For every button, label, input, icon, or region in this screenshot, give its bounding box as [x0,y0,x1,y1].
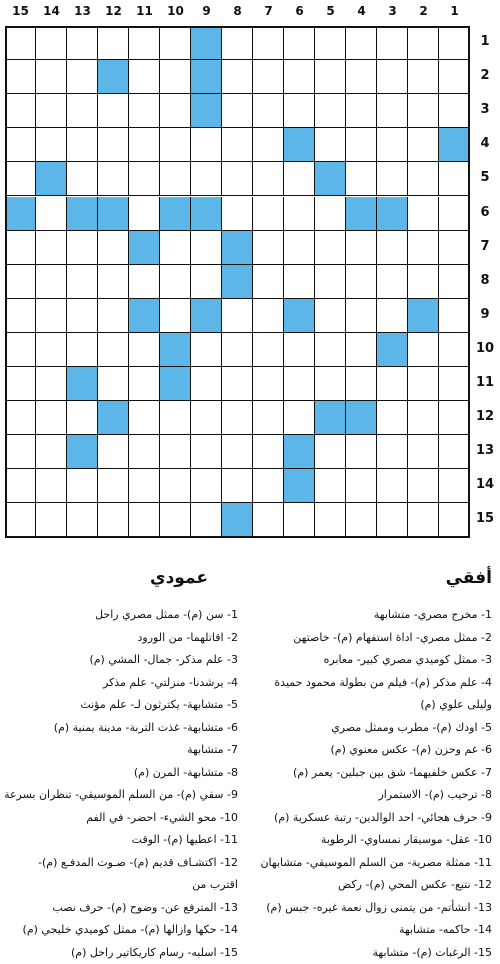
answer-cell[interactable] [191,435,222,469]
answer-cell[interactable] [315,231,346,265]
column-number: 14 [36,4,67,18]
vertical-title: عمودي [150,568,208,588]
answer-cell[interactable] [5,299,36,333]
answer-cell[interactable] [253,503,284,537]
column-number: 9 [191,4,222,18]
answer-cell[interactable] [191,162,222,196]
answer-cell[interactable] [315,197,346,231]
blocked-cell [191,94,222,128]
answer-cell[interactable] [346,299,377,333]
vertical-clue: 5- متشابهة- يكترثون لـ- علم مؤنث [6,694,238,717]
row-number: 5 [474,170,496,185]
blocked-cell [346,197,377,231]
vertical-clues [6,604,238,964]
answer-cell[interactable] [67,128,98,162]
answer-cell[interactable] [36,197,67,231]
answer-cell[interactable] [160,503,191,537]
answer-cell[interactable] [253,60,284,94]
blocked-cell [36,162,67,196]
blocked-cell [191,60,222,94]
blocked-cell [222,265,253,299]
answer-cell[interactable] [408,26,439,60]
answer-cell[interactable] [284,162,315,196]
blocked-cell [284,469,315,503]
answer-cell[interactable] [408,128,439,162]
answer-cell[interactable] [191,469,222,503]
answer-cell[interactable] [36,299,67,333]
answer-cell[interactable] [284,265,315,299]
answer-cell[interactable] [67,333,98,367]
answer-cell[interactable] [129,94,160,128]
blocked-cell [191,299,222,333]
row-number: 12 [474,409,496,424]
row-number: 1 [474,34,496,49]
column-number: 1 [439,4,470,18]
answer-cell[interactable] [439,60,470,94]
answer-cell[interactable] [253,299,284,333]
answer-cell[interactable] [5,469,36,503]
blocked-cell [377,333,408,367]
answer-cell[interactable] [439,197,470,231]
answer-cell[interactable] [160,231,191,265]
answer-cell[interactable] [284,197,315,231]
vertical-clue: 8- متشابهة- المرن (م) [6,762,238,785]
answer-cell[interactable] [377,503,408,537]
row-number: 9 [474,307,496,322]
answer-cell[interactable] [408,503,439,537]
answer-cell[interactable] [129,265,160,299]
vertical-clue: 3- علم مذكر- جمال- المشي (م) [6,649,238,672]
blocked-cell [67,435,98,469]
answer-cell[interactable] [160,435,191,469]
answer-cell[interactable] [160,299,191,333]
vertical-clue: 10- محو الشيء- احضر- في الفم [6,807,238,830]
answer-cell[interactable] [284,94,315,128]
answer-cell[interactable] [222,469,253,503]
answer-cell[interactable] [346,503,377,537]
row-number: 10 [474,341,496,356]
row-number: 14 [474,477,496,492]
horizontal-clue: وليلى علوي (م) [242,694,492,717]
answer-cell[interactable] [346,231,377,265]
answer-cell[interactable] [98,26,129,60]
answer-cell[interactable] [98,128,129,162]
answer-cell[interactable] [5,60,36,94]
horizontal-clue: 2- ممثل مصري- اداة استفهام (م)- خاصتهن [242,627,492,650]
answer-cell[interactable] [439,469,470,503]
answer-cell[interactable] [5,26,36,60]
answer-cell[interactable] [346,94,377,128]
answer-cell[interactable] [5,435,36,469]
vertical-clue: 15- اسلبه- رسام كاريكاتير راحل (م) [6,942,238,964]
answer-cell[interactable] [36,469,67,503]
answer-cell[interactable] [67,94,98,128]
answer-cell[interactable] [160,26,191,60]
horizontal-clue: 15- الرغبات (م)- متشابهة [242,942,492,964]
answer-cell[interactable] [36,367,67,401]
answer-cell[interactable] [253,26,284,60]
answer-cell[interactable] [284,26,315,60]
answer-cell[interactable] [98,333,129,367]
answer-cell[interactable] [98,94,129,128]
answer-cell[interactable] [129,60,160,94]
answer-cell[interactable] [160,162,191,196]
answer-cell[interactable] [253,333,284,367]
answer-cell[interactable] [36,503,67,537]
answer-cell[interactable] [439,94,470,128]
answer-cell[interactable] [5,265,36,299]
answer-cell[interactable] [377,265,408,299]
answer-cell[interactable] [377,231,408,265]
answer-cell[interactable] [439,162,470,196]
answer-cell[interactable] [408,435,439,469]
answer-cell[interactable] [98,435,129,469]
answer-cell[interactable] [408,265,439,299]
blocked-cell [377,197,408,231]
row-number: 11 [474,375,496,390]
answer-cell[interactable] [191,265,222,299]
answer-cell[interactable] [346,162,377,196]
blocked-cell [5,197,36,231]
answer-cell[interactable] [253,367,284,401]
answer-cell[interactable] [284,367,315,401]
row-number: 3 [474,102,496,117]
answer-cell[interactable] [191,128,222,162]
horizontal-clue: 8- ترحيب (م)- الاستمرار [242,784,492,807]
answer-cell[interactable] [160,469,191,503]
horizontal-clue: 9- حرف هجائي- احد الوالدين- رتبة عسكرية (م) [242,807,492,830]
answer-cell[interactable] [36,231,67,265]
answer-cell[interactable] [191,231,222,265]
answer-cell[interactable] [408,94,439,128]
answer-cell[interactable] [408,367,439,401]
blocked-cell [408,299,439,333]
row-number: 6 [474,205,496,220]
horizontal-clue: 1- مخرج مصري- متشابهة [242,604,492,627]
answer-cell[interactable] [284,333,315,367]
answer-cell[interactable] [222,128,253,162]
answer-cell[interactable] [439,435,470,469]
answer-cell[interactable] [346,60,377,94]
horizontal-clue: 4- علم مذكر (م)- فيلم من بطولة محمود حميدة [242,672,492,695]
answer-cell[interactable] [315,94,346,128]
answer-cell[interactable] [346,333,377,367]
answer-cell[interactable] [253,128,284,162]
answer-cell[interactable] [98,299,129,333]
answer-cell[interactable] [408,197,439,231]
answer-cell[interactable] [36,435,67,469]
answer-cell[interactable] [315,333,346,367]
answer-cell[interactable] [67,469,98,503]
horizontal-clue: 7- عكس خلفيهما- شق بين جبلين- يعمر (م) [242,762,492,785]
answer-cell[interactable] [129,503,160,537]
answer-cell[interactable] [439,231,470,265]
row-number: 7 [474,239,496,254]
column-number: 2 [408,4,439,18]
horizontal-clue: 5- اودك (م)- مطرب وممثل مصري [242,717,492,740]
answer-cell[interactable] [439,333,470,367]
answer-cell[interactable] [253,435,284,469]
column-number: 13 [67,4,98,18]
answer-cell[interactable] [5,367,36,401]
answer-cell[interactable] [191,503,222,537]
answer-cell[interactable] [160,401,191,435]
horizontal-clues [242,604,492,964]
answer-cell[interactable] [5,128,36,162]
answer-cell[interactable] [160,128,191,162]
answer-cell[interactable] [222,299,253,333]
answer-cell[interactable] [222,367,253,401]
answer-cell[interactable] [98,231,129,265]
vertical-clue: 2- اقاتلهما- من الورود [6,627,238,650]
answer-cell[interactable] [346,367,377,401]
blocked-cell [222,231,253,265]
vertical-clue: 6- متشابهة- غذت التربة- مدينة يمنية (م) [6,717,238,740]
answer-cell[interactable] [253,231,284,265]
vertical-clue: 14- حكها وازالها (م)- ممثل كوميدي خليجي (م) [6,919,238,942]
horizontal-clue: 14- حاكمه- متشابهة [242,919,492,942]
answer-cell[interactable] [315,503,346,537]
answer-cell[interactable] [377,367,408,401]
answer-cell[interactable] [67,26,98,60]
blocked-cell [98,60,129,94]
answer-cell[interactable] [5,162,36,196]
row-number: 2 [474,68,496,83]
vertical-clue: 12- اكتشـاف قديم (م)- صـوت المدفـع (م)- [6,852,238,875]
answer-cell[interactable] [346,128,377,162]
row-number: 4 [474,136,496,151]
answer-cell[interactable] [253,162,284,196]
answer-cell[interactable] [377,469,408,503]
column-number: 5 [315,4,346,18]
vertical-clue: 13- المترفع عن- وضوح (م)- حرف نصب [6,897,238,920]
column-number: 10 [160,4,191,18]
answer-cell[interactable] [284,60,315,94]
row-number: 15 [474,511,496,526]
vertical-clue: اقترب من [6,874,238,897]
answer-cell[interactable] [377,299,408,333]
blocked-cell [160,333,191,367]
answer-cell[interactable] [129,197,160,231]
answer-cell[interactable] [377,401,408,435]
answer-cell[interactable] [98,162,129,196]
answer-cell[interactable] [315,26,346,60]
answer-cell[interactable] [67,60,98,94]
answer-cell[interactable] [222,197,253,231]
blocked-cell [191,26,222,60]
answer-cell[interactable] [377,162,408,196]
answer-cell[interactable] [284,401,315,435]
answer-cell[interactable] [346,469,377,503]
column-number: 4 [346,4,377,18]
answer-cell[interactable] [67,401,98,435]
answer-cell[interactable] [36,333,67,367]
answer-cell[interactable] [191,333,222,367]
answer-cell[interactable] [408,401,439,435]
answer-cell[interactable] [284,231,315,265]
answer-cell[interactable] [129,469,160,503]
blocked-cell [160,197,191,231]
answer-cell[interactable] [129,435,160,469]
answer-cell[interactable] [5,503,36,537]
answer-cell[interactable] [36,128,67,162]
answer-cell[interactable] [315,299,346,333]
answer-cell[interactable] [129,128,160,162]
answer-cell[interactable] [67,503,98,537]
vertical-clue: 7- متشابهة [6,739,238,762]
answer-cell[interactable] [377,26,408,60]
answer-cell[interactable] [315,128,346,162]
answer-cell[interactable] [98,265,129,299]
answer-cell[interactable] [5,231,36,265]
answer-cell[interactable] [315,469,346,503]
answer-cell[interactable] [67,162,98,196]
answer-cell[interactable] [67,265,98,299]
answer-cell[interactable] [36,94,67,128]
answer-cell[interactable] [377,60,408,94]
answer-cell[interactable] [377,128,408,162]
answer-cell[interactable] [67,299,98,333]
answer-cell[interactable] [253,401,284,435]
answer-cell[interactable] [222,162,253,196]
blocked-cell [98,197,129,231]
answer-cell[interactable] [222,401,253,435]
answer-cell[interactable] [191,367,222,401]
blocked-cell [284,128,315,162]
answer-cell[interactable] [408,333,439,367]
answer-cell[interactable] [253,94,284,128]
answer-cell[interactable] [36,60,67,94]
answer-cell[interactable] [315,265,346,299]
column-number: 7 [253,4,284,18]
blocked-cell [160,367,191,401]
horizontal-clue: 13- انشأتم- من يتمنى زوال نعمة غيره- جبس (م) [242,897,492,920]
column-number: 12 [98,4,129,18]
answer-cell[interactable] [253,469,284,503]
answer-cell[interactable] [439,26,470,60]
answer-cell[interactable] [36,26,67,60]
horizontal-clue: 12- نتبع- عكس المحي (م)- ركض [242,874,492,897]
answer-cell[interactable] [98,367,129,401]
answer-cell[interactable] [439,265,470,299]
row-number: 8 [474,273,496,288]
answer-cell[interactable] [222,333,253,367]
answer-cell[interactable] [346,435,377,469]
blocked-cell [439,128,470,162]
answer-cell[interactable] [439,503,470,537]
answer-cell[interactable] [346,265,377,299]
answer-cell[interactable] [408,162,439,196]
blocked-cell [222,503,253,537]
blocked-cell [67,197,98,231]
answer-cell[interactable] [346,26,377,60]
answer-cell[interactable] [284,503,315,537]
column-number: 6 [284,4,315,18]
answer-cell[interactable] [67,231,98,265]
answer-cell[interactable] [222,435,253,469]
column-number: 15 [5,4,36,18]
answer-cell[interactable] [160,265,191,299]
blocked-cell [129,299,160,333]
answer-cell[interactable] [160,60,191,94]
column-number: 11 [129,4,160,18]
horizontal-clue: 6- غم وحزن (م)- عكس معنوي (م) [242,739,492,762]
blocked-cell [67,367,98,401]
answer-cell[interactable] [5,401,36,435]
answer-cell[interactable] [377,435,408,469]
blocked-cell [129,231,160,265]
answer-cell[interactable] [129,162,160,196]
answer-cell[interactable] [408,60,439,94]
answer-cell[interactable] [222,60,253,94]
blocked-cell [284,299,315,333]
vertical-clue: 9- سقي (م)- من السلم الموسيقي- تنظران بسرعة [6,784,238,807]
answer-cell[interactable] [439,401,470,435]
horizontal-title: أفقي [446,568,492,588]
column-number: 3 [377,4,408,18]
answer-cell[interactable] [222,26,253,60]
answer-cell[interactable] [129,333,160,367]
answer-cell[interactable] [408,469,439,503]
horizontal-clue: 11- ممثلة مصرية- من السلم الموسيقي- متشابهان [242,852,492,875]
answer-cell[interactable] [160,94,191,128]
answer-cell[interactable] [5,94,36,128]
horizontal-clue: 10- عقل- موسيقار نمساوي- الرطوبة [242,829,492,852]
column-number: 8 [222,4,253,18]
blocked-cell [191,197,222,231]
answer-cell[interactable] [315,367,346,401]
blocked-cell [98,401,129,435]
answer-cell[interactable] [129,401,160,435]
answer-cell[interactable] [253,197,284,231]
answer-cell[interactable] [408,231,439,265]
answer-cell[interactable] [98,503,129,537]
answer-cell[interactable] [439,367,470,401]
answer-cell[interactable] [129,26,160,60]
answer-cell[interactable] [5,333,36,367]
answer-cell[interactable] [439,299,470,333]
vertical-clue: 4- يرشدنا- منزلتي- علم مذكر [6,672,238,695]
answer-cell[interactable] [315,435,346,469]
blocked-cell [284,435,315,469]
answer-cell[interactable] [129,367,160,401]
blocked-cell [346,401,377,435]
blocked-cell [315,401,346,435]
answer-cell[interactable] [222,94,253,128]
answer-cell[interactable] [315,60,346,94]
vertical-clue: 11- اعطيها (م)- الوقت [6,829,238,852]
row-number: 13 [474,443,496,458]
answer-cell[interactable] [191,401,222,435]
vertical-clue: 1- سن (م)- ممثل مصري راحل [6,604,238,627]
horizontal-clue: 3- ممثل كوميدي مصري كبير- معابره [242,649,492,672]
answer-cell[interactable] [377,94,408,128]
answer-cell[interactable] [36,401,67,435]
blocked-cell [315,162,346,196]
answer-cell[interactable] [36,265,67,299]
answer-cell[interactable] [98,469,129,503]
answer-cell[interactable] [253,265,284,299]
